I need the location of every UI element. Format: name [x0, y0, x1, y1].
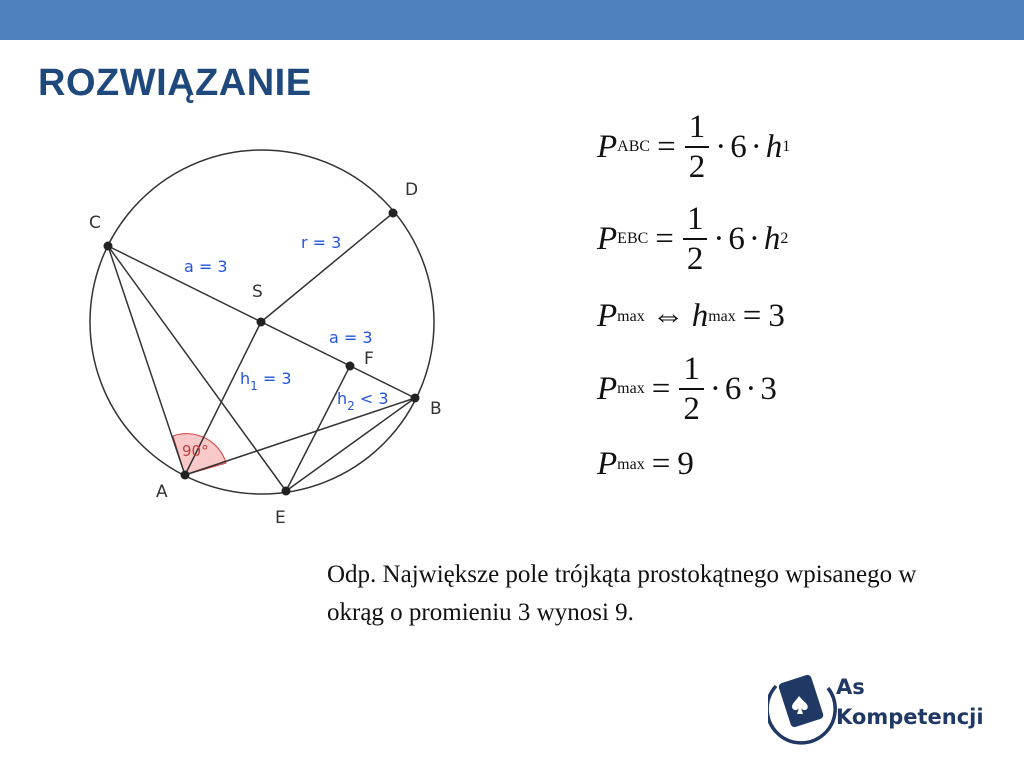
fraction: $\frac{1}{2}$ [683, 200, 708, 278]
segment-EF [286, 366, 350, 491]
label-C: C [89, 213, 101, 233]
formula-max-iff: P max ⇔ h max = 3 [597, 298, 785, 334]
segment-CA [108, 246, 185, 475]
slide-title: ROZWIĄZANIE [38, 62, 312, 104]
label-h1: $h_1 = 3$ [240, 369, 292, 393]
label-r: r = 3 [301, 233, 342, 252]
formula-max-calc: P max = $\frac{1}{2}$ · 6 · 3 [597, 351, 777, 427]
answer-text: Odp. Największe pole trójkąta prostokątnego wpisanego w okrąg o promieniu 3 wynosi 9. [327, 561, 917, 626]
formula-area-ebc: P EBC = $\frac{1}{2}$ · 6 · h 2 [597, 201, 789, 277]
point-E [282, 487, 291, 496]
label-h2: $h_2 < 3$ [337, 389, 389, 413]
fraction: $\frac{1}{2}$ [679, 350, 704, 428]
point-D [389, 209, 398, 218]
logo-text: As Kompetencji [836, 675, 984, 729]
label-E: E [275, 508, 286, 528]
label-F: F [364, 349, 374, 369]
point-B [411, 394, 420, 403]
point-C [104, 242, 113, 251]
formula-area-abc: P ABC = $\frac{1}{2}$ · 6 · h 1 [597, 109, 791, 185]
label-B: B [430, 399, 442, 419]
fraction: $\frac{1}{2}$ [685, 108, 710, 186]
label-D: D [405, 180, 419, 200]
geometry-diagram [0, 0, 560, 540]
label-A: A [156, 482, 168, 502]
label-a-right: a = 3 [329, 328, 373, 347]
segment-SD [261, 213, 393, 322]
point-F [346, 362, 355, 371]
formula-max-result: P max = 9 [597, 446, 694, 482]
label-angle: 90° [182, 442, 209, 460]
point-A [181, 471, 190, 480]
label-a-top: a = 3 [184, 257, 228, 276]
label-S: S [252, 282, 263, 302]
point-S [257, 318, 266, 327]
formulas [597, 0, 897, 500]
card-spade-icon [768, 674, 835, 743]
